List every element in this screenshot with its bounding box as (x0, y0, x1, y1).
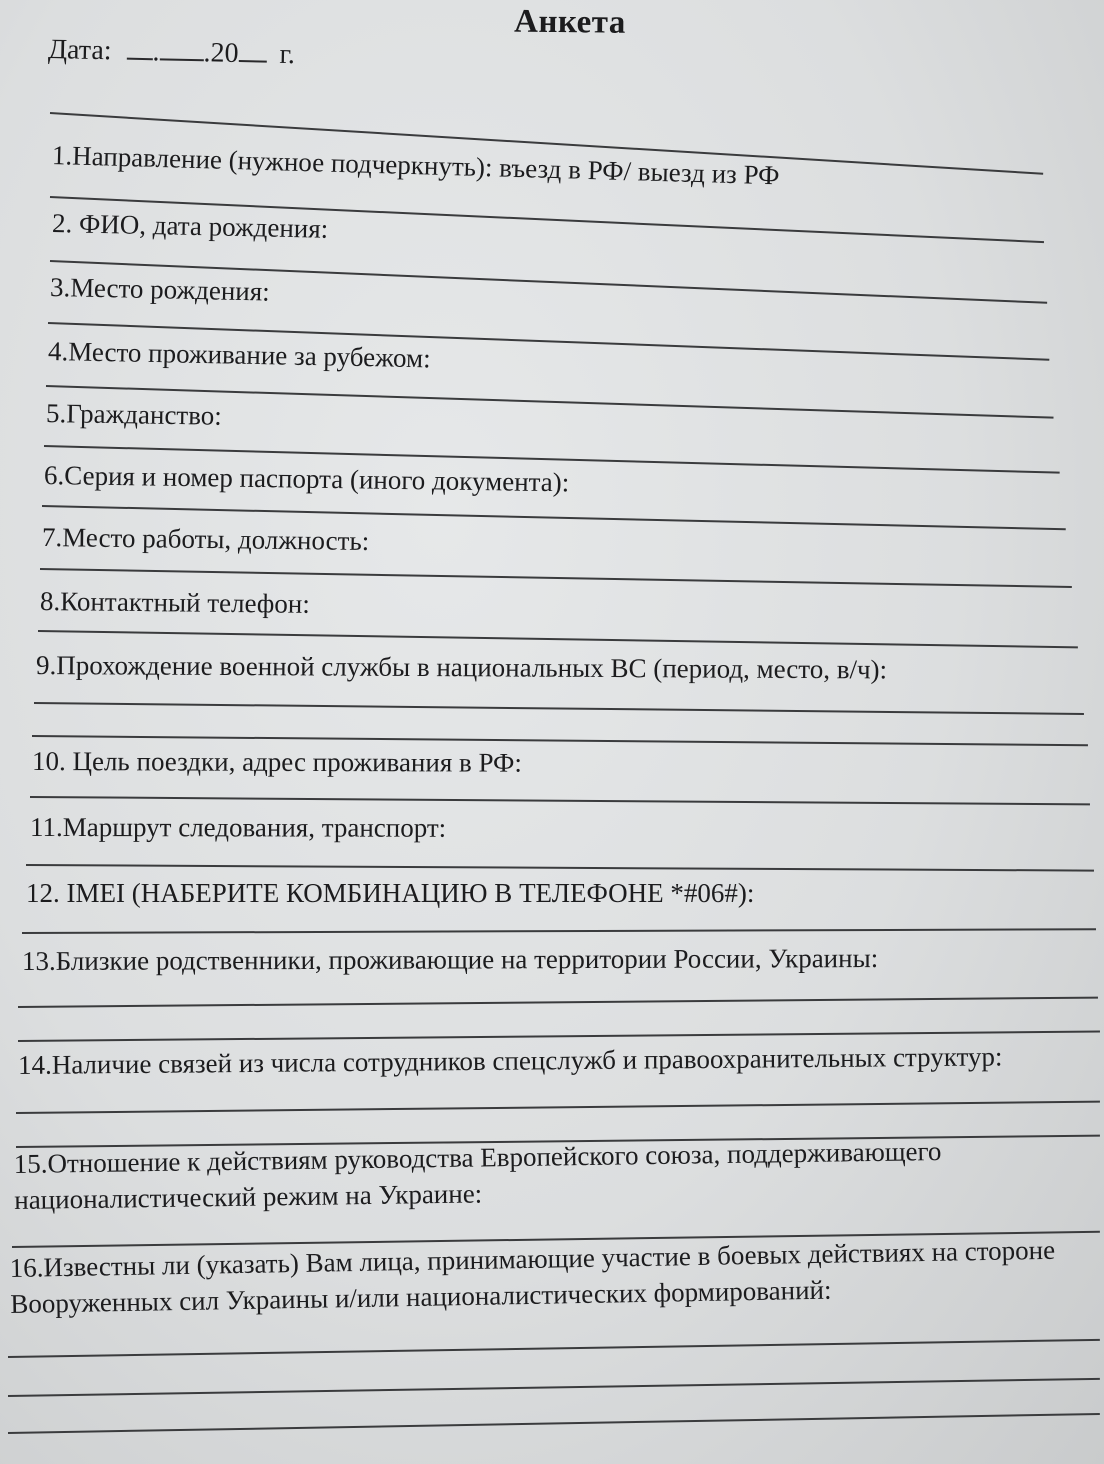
answer-line[interactable] (18, 1031, 1100, 1042)
answer-line[interactable] (8, 1339, 1100, 1358)
question-12: 12. IMEI (НАБЕРИТЕ КОМБИНАЦИЮ В ТЕЛЕФОНЕ *#06#): (26, 878, 755, 908)
date-suffix: г. (279, 38, 296, 71)
question-5: 5.Гражданство: (45, 398, 223, 431)
date-year-blank[interactable] (238, 40, 266, 63)
date-field[interactable] (48, 34, 296, 71)
date-month-blank[interactable] (159, 38, 203, 61)
answer-line[interactable] (22, 928, 1096, 934)
question-8: 8.Контактный телефон: (39, 586, 310, 619)
question-11: 11.Маршрут следования, транспорт: (29, 812, 447, 843)
page-title: Анкета (513, 3, 627, 41)
question-13: 13.Близкие родственники, проживающие на территории России, Украины: (21, 943, 879, 976)
question-9: 9.Прохождение военной службы в национальных ВС (период, место, в/ч): (35, 650, 888, 685)
question-4: 4.Место проживание за рубежом: (47, 336, 431, 374)
answer-line[interactable] (38, 630, 1078, 648)
answer-line[interactable] (8, 1413, 1100, 1434)
question-3: 3.Место рождения: (49, 272, 271, 307)
date-label: Дата: (47, 34, 112, 67)
question-16: 16.Известны ли (указать) Вам лица, принимающие участие в боевых действиях на стороне Вооруженных сил Украины и/или националистических формирований: (9, 1234, 1056, 1319)
answer-line[interactable] (34, 702, 1084, 715)
question-14: 14.Наличие связей из числа сотрудников спецслужб и правоохранительных структур: (17, 1041, 1003, 1080)
answer-line[interactable] (16, 1101, 1100, 1114)
question-2: 2. ФИО, дата рождения: (51, 208, 329, 244)
question-6: 6.Серия и номер паспорта (иного документа): (43, 460, 570, 498)
answer-line[interactable] (40, 568, 1072, 588)
date-dot: . (152, 36, 160, 68)
answer-line[interactable] (8, 1378, 1100, 1397)
answer-line[interactable] (26, 864, 1094, 872)
question-10: 10. Цель поездки, адрес проживания в РФ: (31, 746, 522, 778)
date-day-blank[interactable] (126, 38, 152, 61)
question-7: 7.Место работы, должность: (41, 522, 370, 556)
answer-line[interactable] (32, 735, 1088, 746)
date-year-prefix: .20 (203, 37, 239, 69)
question-1: 1.Направление (нужное подчеркнуть): въезд в РФ/ выезд из РФ (51, 140, 780, 191)
answer-line[interactable] (30, 796, 1090, 805)
question-15: 15.Отношение к действиям руководства Европейского союза, поддерживающего националистический режим на Украине: (13, 1136, 942, 1215)
answer-line[interactable] (18, 997, 1098, 1008)
